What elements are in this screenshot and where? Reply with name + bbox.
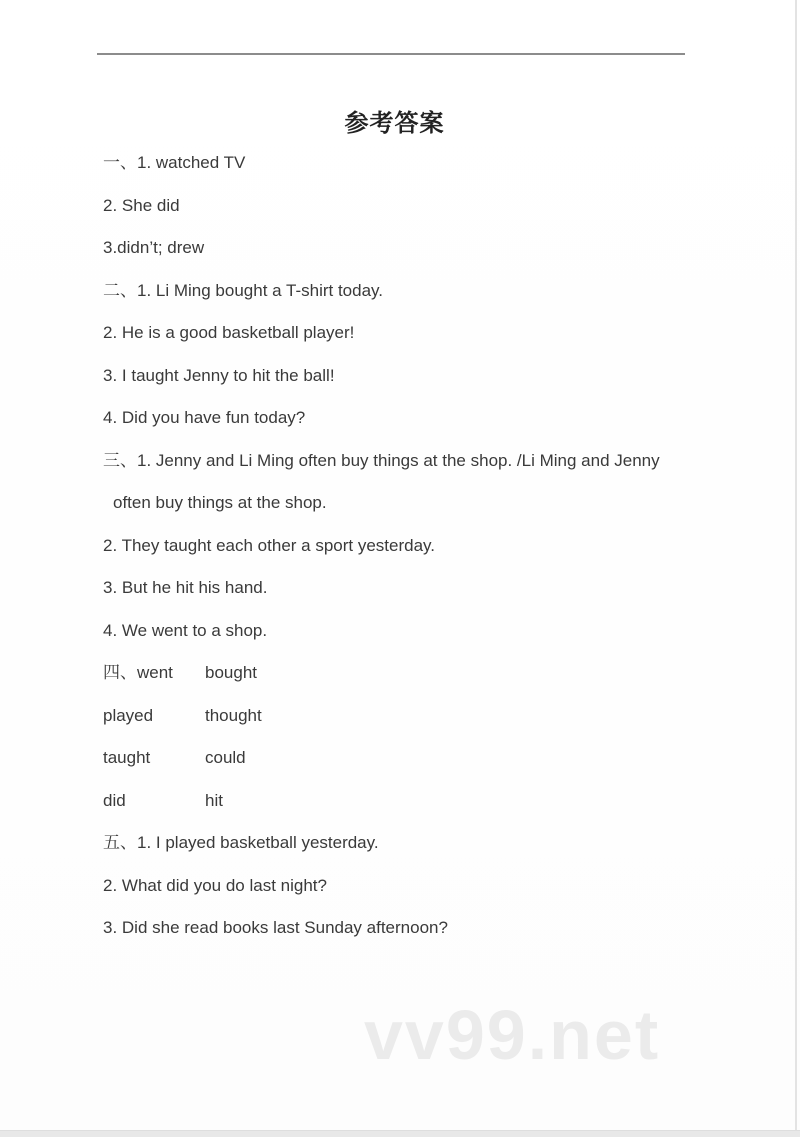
answer-line-section2-item4 (103, 397, 763, 440)
answer-text: 2. He is a good basketball player! (103, 323, 355, 342)
watermark: vv99.net (364, 996, 661, 1074)
answer-word: hit (205, 790, 223, 810)
answer-text: 3. I taught Jenny to hit the ball! (103, 365, 335, 385)
answer-line-section5-item3 (103, 907, 763, 950)
answer-word: taught (103, 748, 151, 767)
answer-text: 一、1. watched TV (103, 153, 246, 172)
answer-text: 2. They taught each other a sport yesterday. (103, 535, 436, 555)
bottom-bar (0, 1130, 800, 1137)
answer-line-section2-item3 (103, 355, 763, 398)
header-rule (97, 53, 685, 55)
answers-content (103, 142, 763, 950)
answer-line-section2-item1 (103, 270, 763, 313)
answer-word: thought (205, 705, 262, 725)
answer-line-section4-row3 (103, 737, 763, 780)
answer-word: 四、went (103, 663, 173, 682)
answer-text: 4. Did you have fun today? (103, 408, 306, 427)
answer-line-section1-item1 (103, 142, 763, 185)
answer-line-section3-item2 (103, 525, 763, 568)
answer-line-section1-item2 (103, 185, 763, 228)
answer-text: 2. She did (103, 195, 180, 215)
page-edge-line (795, 0, 797, 1131)
answer-word: did (103, 790, 126, 810)
answer-word: played (103, 705, 154, 725)
answer-line-section5-item1 (103, 822, 763, 865)
page-title: 参考答案 (344, 110, 445, 137)
answer-line-section1-item3 (103, 227, 763, 270)
answer-line-section3-item4 (103, 610, 763, 653)
answer-line-section4-row2 (103, 695, 763, 738)
answer-text: 三、1. Jenny and Li Ming often buy things at the shop. /Li Ming and Jenny (103, 450, 660, 470)
answer-line-section3-item3 (103, 567, 763, 610)
answer-word: could (205, 748, 246, 767)
answer-text: 3. Did she read books last Sunday afternoon? (103, 918, 448, 937)
answer-word: bought (205, 663, 257, 682)
answer-text: 二、1. Li Ming bought a T-shirt today. (103, 280, 384, 300)
answer-line-section5-item2 (103, 865, 763, 908)
answer-text: 2. What did you do last night? (103, 875, 327, 895)
answer-text: 五、1. I played basketball yesterday. (103, 833, 379, 852)
answer-line-section3-item1-continued (103, 482, 763, 525)
answer-text: often buy things at the shop. (113, 493, 327, 512)
answer-text: 3. But he hit his hand. (103, 578, 268, 597)
answer-text: 4. We went to a shop. (103, 620, 268, 640)
answer-text: 3.didn’t; drew (103, 238, 205, 257)
answer-line-section4-row1 (103, 652, 763, 695)
answer-line-section4-row4 (103, 780, 763, 823)
answer-line-section2-item2 (103, 312, 763, 355)
answer-line-section3-item1 (103, 440, 763, 483)
